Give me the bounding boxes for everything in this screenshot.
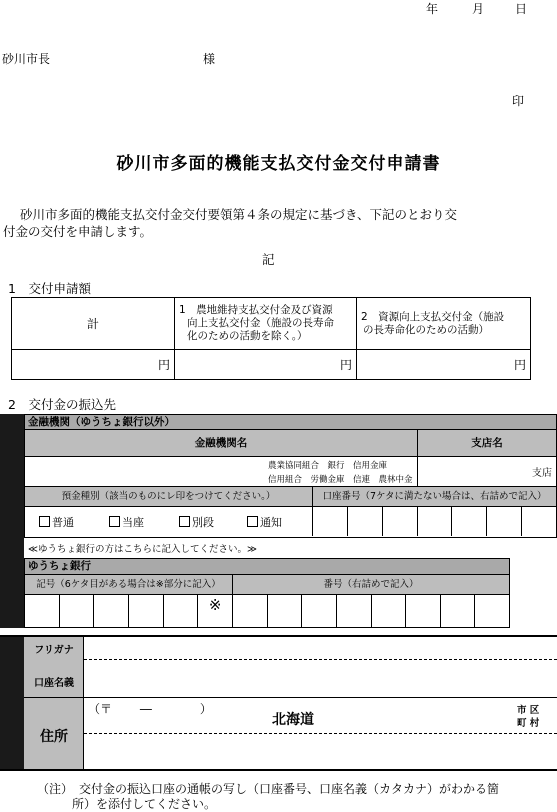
digit-box[interactable]	[164, 595, 199, 627]
yucho-block	[24, 558, 510, 628]
digit-box[interactable]	[475, 595, 509, 627]
intro-text-2: 付金の交付を申請します。	[3, 224, 153, 239]
deposit-option-label: 当座	[122, 515, 144, 529]
deposit-option-label: 普通	[52, 515, 74, 529]
digit-box[interactable]	[348, 507, 383, 536]
holder-label-column	[24, 637, 84, 769]
branch-suffix: 支店	[532, 468, 552, 479]
digit-box[interactable]	[452, 507, 487, 536]
left-bar-bottom	[0, 637, 24, 769]
digit-box[interactable]	[441, 595, 476, 627]
account-name-label: 口座名義	[34, 678, 74, 689]
total-header: 計	[12, 298, 175, 350]
application-amount-table	[11, 297, 531, 380]
ki-label: 記	[262, 252, 275, 267]
checkbox-icon	[39, 516, 50, 527]
digit-box[interactable]	[268, 595, 303, 627]
yen-unit: 円	[157, 358, 170, 372]
yucho-note: ≪ゆうちょ銀行の方はこちらに記入してください。≫	[28, 544, 257, 555]
deposit-option-label: 通知	[260, 515, 282, 529]
col1-header-line1: 1 農地維持支払交付金及び資源	[179, 304, 333, 316]
col1-amount-field[interactable]	[175, 350, 357, 380]
number-boxes[interactable]	[233, 595, 509, 627]
postal-code-field[interactable]: （〒 ― ）	[88, 702, 212, 716]
total-amount-field[interactable]	[12, 350, 175, 380]
col1-header-line2: 向上支払交付金（施設の長寿命	[187, 317, 334, 329]
digit-box[interactable]	[372, 595, 407, 627]
digit-box[interactable]	[522, 507, 556, 536]
digit-box[interactable]	[313, 507, 348, 536]
note-line-1: （注） 交付金の振込口座の通帳の写し（口座番号、口座名義（カタカナ）がわかる箇	[37, 782, 500, 796]
digit-box[interactable]	[25, 595, 60, 627]
date-year-label: 年	[426, 2, 439, 16]
prefecture-label: 北海道	[272, 712, 314, 728]
digit-box[interactable]	[487, 507, 522, 536]
symbol-boxes[interactable]	[25, 595, 233, 627]
bank-types-line2: 信用組合 労働金庫 信連 農林中金	[268, 475, 413, 485]
left-bar-top	[0, 414, 24, 628]
note-line-2: 所）を添付してください。	[72, 797, 217, 811]
deposit-special-checkbox[interactable]	[179, 514, 247, 530]
deposit-type-header: 預金種別（該当のものにレ印をつけてください。）	[25, 487, 313, 506]
col1-header	[175, 298, 357, 350]
bank-name-field[interactable]	[25, 457, 418, 486]
col2-amount-field[interactable]	[357, 350, 531, 380]
addressee: 砂川市長	[2, 52, 51, 66]
date-day-label: 日	[515, 2, 528, 16]
asterisk-box[interactable]: ※	[208, 596, 222, 614]
col2-header	[357, 298, 531, 350]
yen-unit: 円	[339, 358, 352, 372]
city-ward-label: 市 区	[517, 705, 540, 716]
bank-name-header: 金融機関名	[25, 430, 418, 456]
digit-box[interactable]	[383, 507, 418, 536]
checkbox-icon	[179, 516, 190, 527]
digit-box[interactable]	[94, 595, 129, 627]
digit-box[interactable]	[302, 595, 337, 627]
furigana-field[interactable]	[84, 637, 557, 659]
account-number-header: 口座番号（7ケタに満たない場合は、右詰めで記入）	[322, 491, 547, 502]
digit-box[interactable]	[406, 595, 441, 627]
digit-box[interactable]	[233, 595, 268, 627]
account-number-boxes[interactable]	[313, 507, 556, 536]
yen-unit: 円	[513, 358, 526, 372]
seal-mark: 印	[512, 94, 525, 108]
address-label: 住所	[40, 729, 68, 745]
account-holder-block	[0, 635, 557, 771]
address-divider	[24, 697, 557, 698]
date-month-label: 月	[472, 2, 485, 16]
deposit-current-checkbox[interactable]	[109, 514, 179, 530]
digit-box[interactable]	[418, 507, 453, 536]
section2-heading: 2 交付金の振込先	[8, 397, 116, 412]
branch-header: 支店名	[471, 437, 503, 449]
furigana-label: フリガナ	[34, 645, 74, 656]
col2-header-line2: の長寿命化のための活動）	[363, 323, 489, 336]
digit-box[interactable]	[129, 595, 164, 627]
deposit-notice-checkbox[interactable]	[247, 514, 282, 530]
bank-block	[24, 414, 557, 538]
account-name-field[interactable]	[84, 660, 557, 697]
honorific: 様	[203, 52, 216, 66]
digit-box[interactable]	[60, 595, 95, 627]
yucho-section-header: ゆうちょ銀行	[25, 559, 509, 575]
deposit-ordinary-checkbox[interactable]	[39, 514, 109, 530]
page-title: 砂川市多面的機能支払交付金交付申請書	[116, 154, 441, 174]
branch-name-field[interactable]	[418, 457, 556, 486]
intro-text-1: 砂川市多面的機能支払交付金交付要領第４条の規定に基づき、下記のとおり交	[20, 207, 458, 222]
col1-header-line3: 化のための活動を除く。）	[187, 330, 308, 342]
deposit-option-label: 別段	[192, 515, 214, 529]
checkbox-icon	[247, 516, 258, 527]
section1-heading: 1 交付申請額	[8, 281, 91, 296]
town-village-label: 町 村	[517, 718, 540, 729]
address-field[interactable]	[84, 734, 557, 769]
bank-types-line1: 農業協同組合 銀行 信用金庫	[268, 461, 388, 471]
number-header: 番号（右詰めで記入）	[323, 579, 419, 590]
digit-box[interactable]	[337, 595, 372, 627]
checkbox-icon	[109, 516, 120, 527]
bank-section-header: 金融機関（ゆうちょ銀行以外）	[25, 415, 556, 430]
col2-header-line1: 2 資源向上支払交付金（施設	[361, 310, 505, 323]
symbol-header: 記号（6ケタ目がある場合は※部分に記入）	[25, 575, 233, 594]
